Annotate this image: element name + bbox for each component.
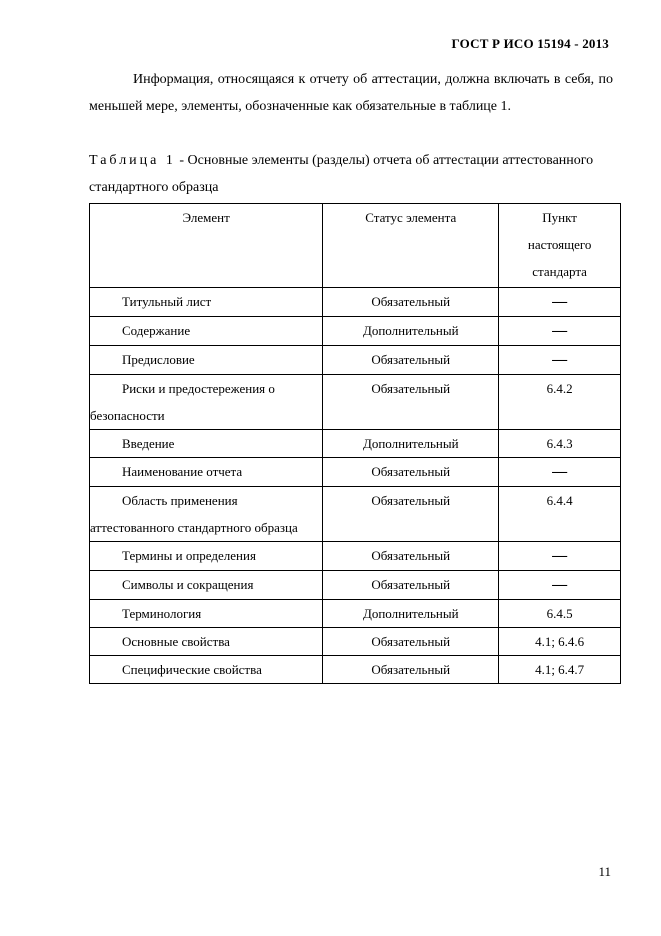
cell-element-text: Предисловие	[122, 352, 195, 367]
table-row	[90, 600, 621, 628]
cell-element	[90, 542, 323, 571]
cell-clause-text: 4.1; 6.4.6	[535, 634, 585, 649]
header-clause	[499, 204, 621, 288]
intro-paragraph: Информация, относящаяся к отчету об аттестации, должна включать в себя, по меньшей мере, элементы, обозначенные как обязательные в таблице 1.	[89, 72, 613, 114]
table-row	[90, 487, 621, 542]
cell-status: Обязательный	[323, 288, 499, 317]
table-body	[90, 288, 621, 684]
cell-element	[90, 430, 323, 458]
cell-clause-text: —	[552, 548, 568, 564]
table-caption	[89, 147, 619, 201]
cell-element	[90, 317, 323, 346]
cell-clause	[499, 542, 621, 571]
cell-clause-text: —	[552, 323, 568, 339]
cell-status: Обязательный	[323, 346, 499, 375]
cell-clause-text: —	[552, 294, 568, 310]
cell-element-text: Наименование отчета	[122, 464, 243, 479]
cell-element	[90, 458, 323, 487]
cell-clause-text: —	[552, 352, 568, 368]
cell-clause-text: 6.4.5	[546, 606, 573, 621]
cell-element-text: Символы и сокращения	[122, 577, 254, 592]
cell-element-text: Термины и определения	[122, 548, 256, 563]
cell-clause	[499, 571, 621, 600]
cell-element	[90, 346, 323, 375]
cell-element	[90, 288, 323, 317]
header-clause-text: Пункт настоящего стандарта	[527, 210, 592, 279]
cell-clause-text: 6.4.4	[546, 493, 573, 508]
cell-clause	[499, 458, 621, 487]
cell-element	[90, 571, 323, 600]
cell-element-text: Основные свойства	[122, 634, 230, 649]
cell-element	[90, 628, 323, 656]
table-row	[90, 317, 621, 346]
elements-table	[89, 203, 621, 684]
cell-element	[90, 375, 323, 430]
cell-element	[90, 600, 323, 628]
table-row	[90, 571, 621, 600]
table-row	[90, 542, 621, 571]
table-row	[90, 430, 621, 458]
table-row	[90, 288, 621, 317]
table-row	[90, 375, 621, 430]
cell-clause	[499, 656, 621, 684]
table-caption-text: - Основные элементы (разделы) отчета об аттестации аттестованного стандартного образца	[89, 153, 594, 195]
cell-clause	[499, 430, 621, 458]
header-element: Элемент	[90, 204, 323, 288]
cell-clause	[499, 487, 621, 542]
page-number: 11	[598, 864, 611, 879]
cell-element-text: Содержание	[122, 323, 191, 338]
cell-element	[90, 487, 323, 542]
cell-clause	[499, 628, 621, 656]
cell-clause-text: —	[552, 577, 568, 593]
cell-status: Обязательный	[323, 375, 499, 430]
document-header: ГОСТ Р ИСО 15194 - 2013	[451, 36, 609, 51]
cell-status: Дополнительный	[323, 317, 499, 346]
cell-clause	[499, 375, 621, 430]
cell-status: Обязательный	[323, 542, 499, 571]
table-row	[90, 346, 621, 375]
cell-status: Обязательный	[323, 628, 499, 656]
cell-clause-text: 4.1; 6.4.7	[535, 662, 585, 677]
cell-element-text: Риски и предостережения о безопасности	[90, 381, 275, 423]
cell-status: Обязательный	[323, 656, 499, 684]
cell-element-text: Специфические свойства	[122, 662, 262, 677]
table-caption-prefix: Таблица 1	[89, 153, 176, 168]
cell-clause	[499, 317, 621, 346]
header-status: Статус элемента	[323, 204, 499, 288]
cell-clause	[499, 288, 621, 317]
cell-status: Обязательный	[323, 571, 499, 600]
cell-element-text: Титульный лист	[122, 294, 212, 309]
table-row	[90, 458, 621, 487]
cell-clause	[499, 346, 621, 375]
cell-clause-text: —	[552, 464, 568, 480]
cell-status: Обязательный	[323, 458, 499, 487]
cell-element-text: Введение	[122, 436, 175, 451]
cell-clause-text: 6.4.3	[546, 436, 573, 451]
cell-element-text: Область применения аттестованного стандартного образца	[90, 493, 298, 535]
cell-element-text: Терминология	[122, 606, 202, 621]
cell-clause-text: 6.4.2	[546, 381, 573, 396]
cell-element	[90, 656, 323, 684]
table-row	[90, 656, 621, 684]
cell-status: Обязательный	[323, 487, 499, 542]
table-row	[90, 628, 621, 656]
cell-status: Дополнительный	[323, 600, 499, 628]
table-header-row	[90, 204, 621, 288]
cell-status: Дополнительный	[323, 430, 499, 458]
cell-clause	[499, 600, 621, 628]
